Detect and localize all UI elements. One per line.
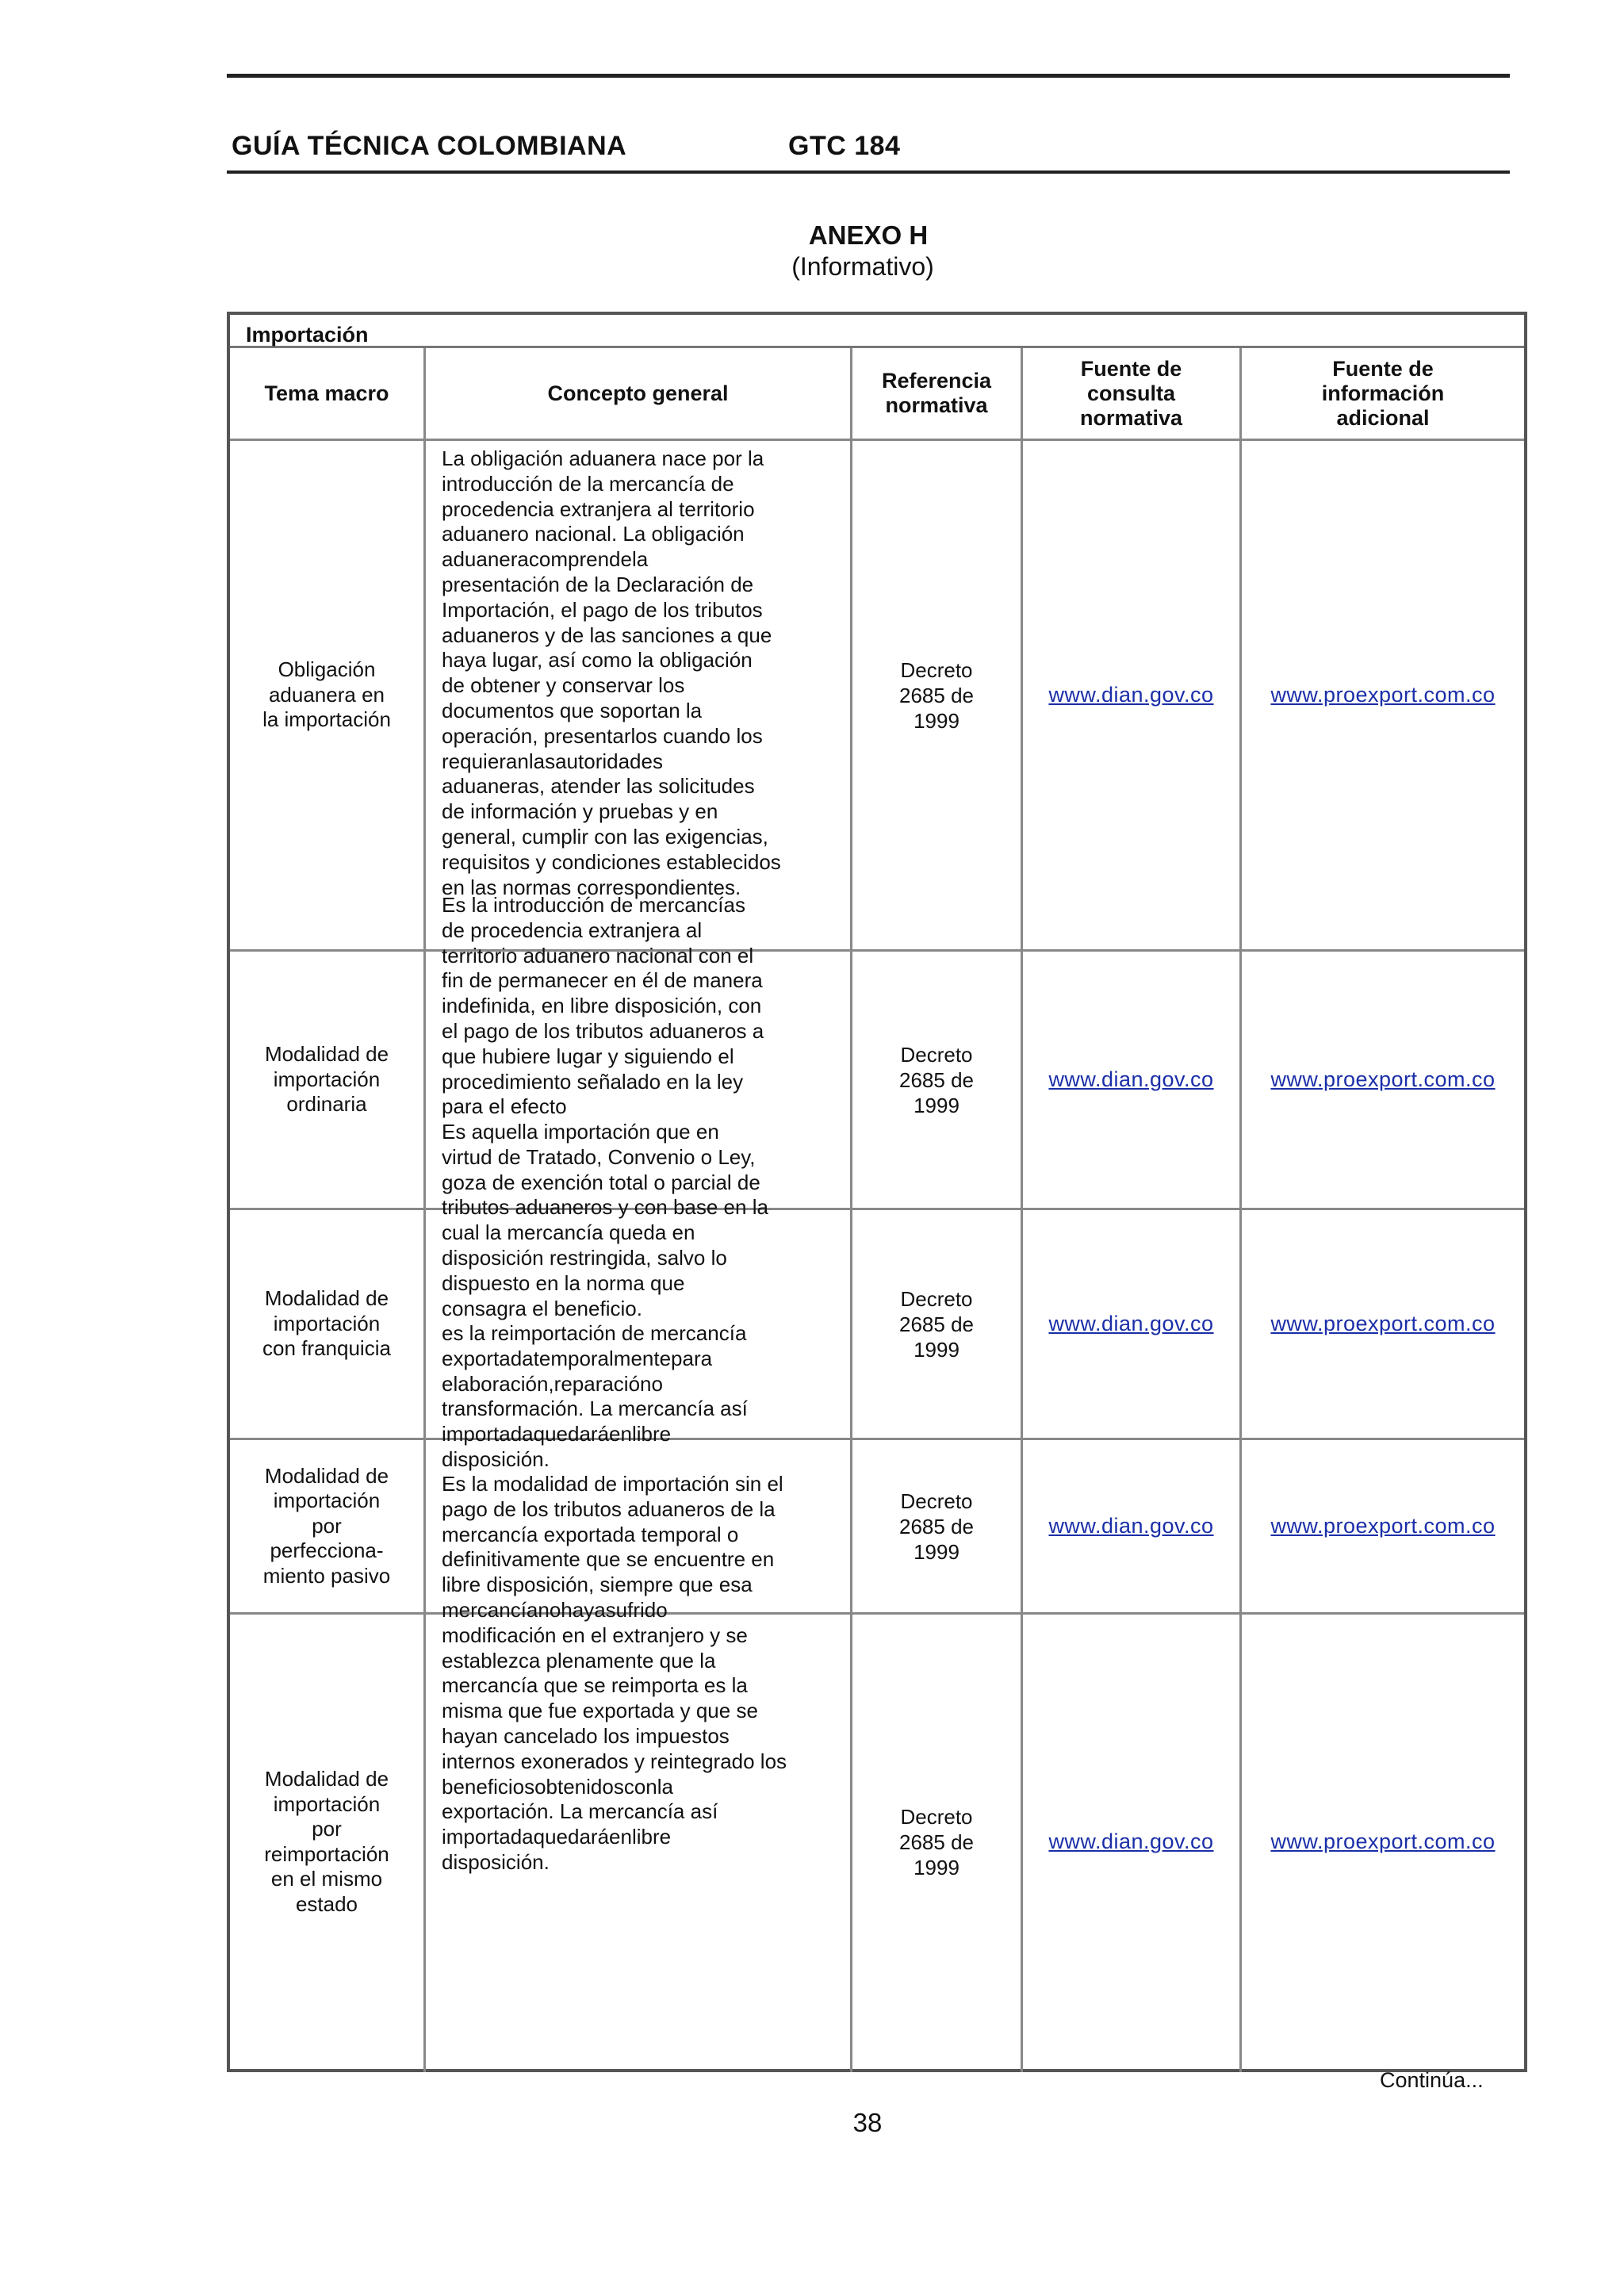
row-4-fuente-adicional-link[interactable]: www.proexport.com.co xyxy=(1270,1513,1496,1538)
row-4-tema: Modalidad de importación por perfecciona- miento pasivo xyxy=(262,1463,391,1588)
row-4-concepto: es la reimportación de mercancía exportadatemporalmentepara elaboración,reparacióno transformación. La mercancía así importadaquedaráenlibre disposición. xyxy=(442,1321,748,1471)
row-2-concepto: Es la introducción de mercancías de procedencia extranjera al territorio aduanero nacional con el fin de permanecer en él de manera indefinida, en libre disposición, con el pago de los tributos aduaneros a que hubiere lugar y siguiendo el procedimiento señalado en la ley para el efecto xyxy=(442,893,764,1119)
column-header-tema: Tema macro xyxy=(264,381,389,405)
row-5-fuente-consulta-link[interactable]: www.dian.gov.co xyxy=(1048,1829,1214,1853)
document-code: GTC 184 xyxy=(788,131,901,161)
header-bottom-rule xyxy=(227,170,1510,174)
row-5-tema: Modalidad de importación por reimportación en el mismo estado xyxy=(264,1767,389,1916)
column-header-fuente-consulta: Fuente de consulta normativa xyxy=(1079,356,1183,430)
continued-note: Continúa... xyxy=(1380,2068,1484,2092)
row-5-fuente-adicional-link[interactable]: www.proexport.com.co xyxy=(1270,1829,1496,1853)
row-2-fuente-adicional-link[interactable]: www.proexport.com.co xyxy=(1270,1067,1496,1091)
row-5-concepto: Es la modalidad de importación sin el pago de los tributos aduaneros de la mercancía exportada temporal o definitivamente que se encuentre en libre disposición, siempre que esa mercancíanohayasufrido modificación en el extranjero y se establezca plenamente que la mercancía que se reimporta es la misma que fue exportada y que se hayan cancelado los impuestos internos exonerados y reintegrado los beneficiosobtenidosconla exportación. La mercancía así importadaquedaráenlibre disposición. xyxy=(442,1472,787,1874)
column-header-fuente-adicional: Fuente de información adicional xyxy=(1321,356,1445,430)
header-top-rule xyxy=(227,74,1510,78)
page-number: 38 xyxy=(852,2108,883,2137)
importacion-table xyxy=(227,312,1527,2072)
row-4-referencia: Decreto 2685 de 1999 xyxy=(899,1488,974,1564)
section-label: Importación xyxy=(246,323,369,347)
row-1-fuente-consulta-link[interactable]: www.dian.gov.co xyxy=(1048,682,1214,707)
row-1-concepto: La obligación aduanera nace por la introducción de la mercancía de procedencia extranjera al territorio aduanero nacional. La obligación aduaneracomprendela presentación de la Declaración de Importación, el pago de los tributos aduaneros y de las sanciones a que haya lugar, así como la obligación de obtener y conservar los documentos que soportan la operación, presentarlos cuando los requieranlasautoridades aduaneras, atender las solicitudes de información y pruebas y en general, cumplir con las exigencias, requisitos y condiciones establecidos en las normas correspondientes. xyxy=(442,446,781,899)
row-3-referencia: Decreto 2685 de 1999 xyxy=(899,1286,974,1362)
row-4-fuente-consulta-link[interactable]: www.dian.gov.co xyxy=(1048,1513,1214,1538)
table-section-header xyxy=(230,315,1524,348)
column-divider xyxy=(423,348,426,2072)
row-2-referencia: Decreto 2685 de 1999 xyxy=(899,1042,974,1117)
row-3-fuente-consulta-link[interactable]: www.dian.gov.co xyxy=(1048,1311,1214,1335)
row-3-concepto: Es aquella importación que en virtud de Tratado, Convenio o Ley, goza de exención total o parcial de tributos aduaneros y con base en la cual la mercancía queda en disposición restringida, salvo lo dispuesto en la norma que consagra el beneficio. xyxy=(442,1120,768,1320)
row-1-referencia: Decreto 2685 de 1999 xyxy=(899,657,974,733)
row-3-fuente-adicional-link[interactable]: www.proexport.com.co xyxy=(1270,1311,1496,1335)
row-2-tema: Modalidad de importación ordinaria xyxy=(264,1042,389,1117)
row-5-referencia: Decreto 2685 de 1999 xyxy=(899,1804,974,1879)
annex-title: ANEXO H xyxy=(808,220,929,250)
annex-subtitle: (Informativo) xyxy=(791,252,934,281)
column-header-referencia: Referencia normativa xyxy=(881,369,992,417)
column-header-concepto: Concepto general xyxy=(547,381,729,405)
document-title: GUÍA TÉCNICA COLOMBIANA xyxy=(232,131,627,161)
row-1-tema: Obligación aduanera en la importación xyxy=(262,657,391,732)
row-2-fuente-consulta-link[interactable]: www.dian.gov.co xyxy=(1048,1067,1214,1091)
row-1-fuente-adicional-link[interactable]: www.proexport.com.co xyxy=(1270,682,1496,707)
row-3-tema: Modalidad de importación con franquicia xyxy=(262,1286,391,1361)
